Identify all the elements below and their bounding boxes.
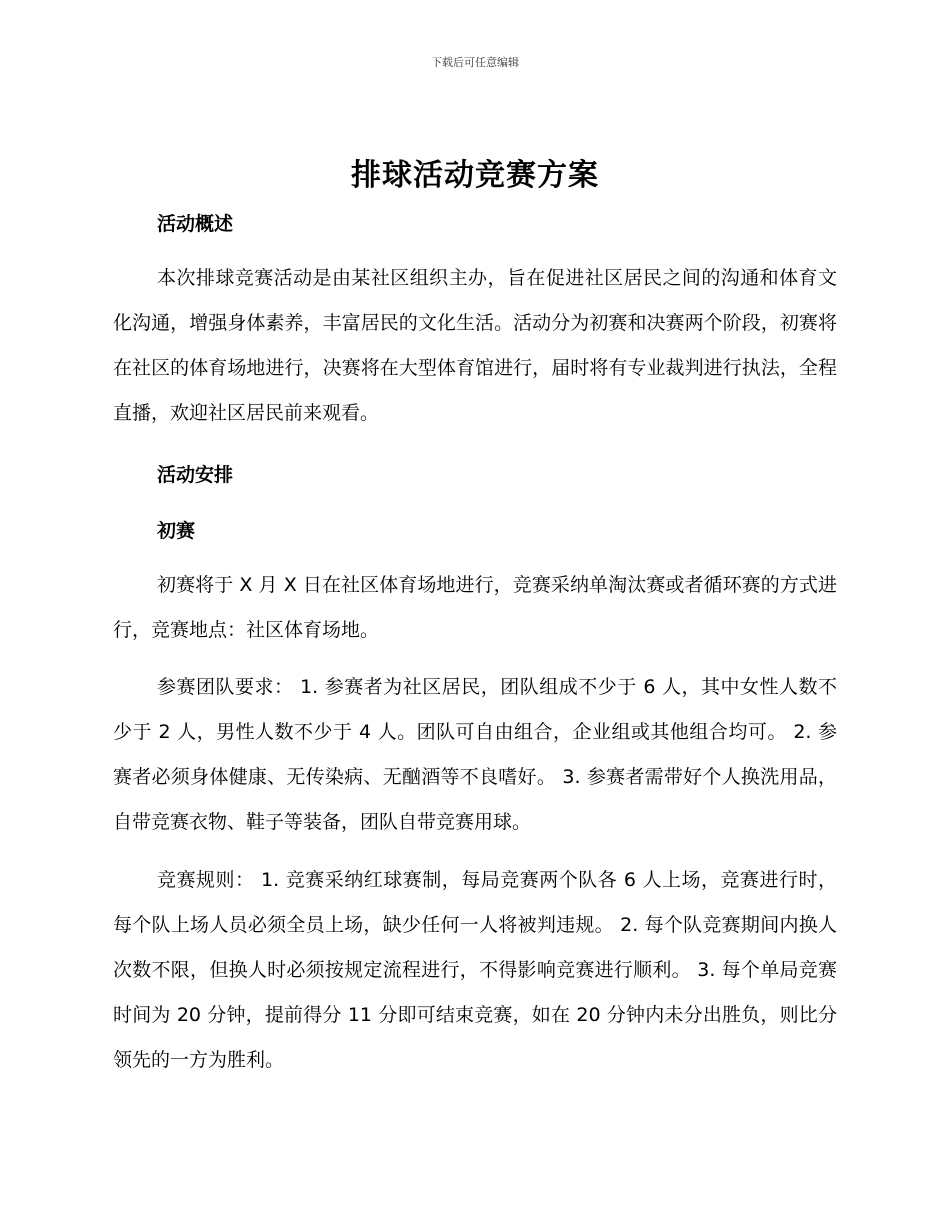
overview-paragraph: 本次排球竞赛活动是由某社区组织主办，旨在促进社区居民之间的沟通和体育文化沟通，增强身体素养，丰富居民的文化生活。活动分为初赛和决赛两个阶段，初赛将在社区的体育场地进行，决赛将在大型体育馆进行，届时将有专业裁判进行执法，全程直播，欢迎社区居民前来观看。 xyxy=(113,267,837,424)
prelim-paragraph: 初赛将于 X 月 X 日在社区体育场地进行，竞赛采纳单淘汰赛或者循环赛的方式进行，竞赛地点：社区体育场地。 xyxy=(113,574,837,641)
prelim-heading: 初赛 xyxy=(157,520,196,542)
document-title: 排球活动竞赛方案 xyxy=(351,158,599,193)
overview-heading: 活动概述 xyxy=(157,213,234,235)
team-requirements-paragraph: 参赛团队要求： 1. 参赛者为社区居民，团队组成不少于 6 人，其中女性人数不少于 2 人，男性人数不少于 4 人。团队可自由组合，企业组或其他组合均可。 2. 参赛者必须身体健康、无传染病、无酗酒等不良嗜好。 3. 参赛者需带好个人换洗用品，自带竞赛衣物、鞋子等装备，团队自带竞赛用球。 xyxy=(113,676,837,833)
arrangement-heading: 活动安排 xyxy=(157,464,234,486)
header-note: 下载后可任意编辑 xyxy=(431,56,519,69)
rules-paragraph: 竞赛规则： 1. 竞赛采纳红球赛制，每局竞赛两个队各 6 人上场，竞赛进行时，每个队上场人员必须全员上场，缺少任何一人将被判违规。 2. 每个队竞赛期间内换人次数不限，但换人时必须按规定流程进行，不得影响竞赛进行顺利。 3. 每个单局竞赛时间为 20 分钟，提前得分 11 分即可结束竞赛，如在 20 分钟内未分出胜负，则比分领先的一方为胜利。 xyxy=(113,869,837,1071)
